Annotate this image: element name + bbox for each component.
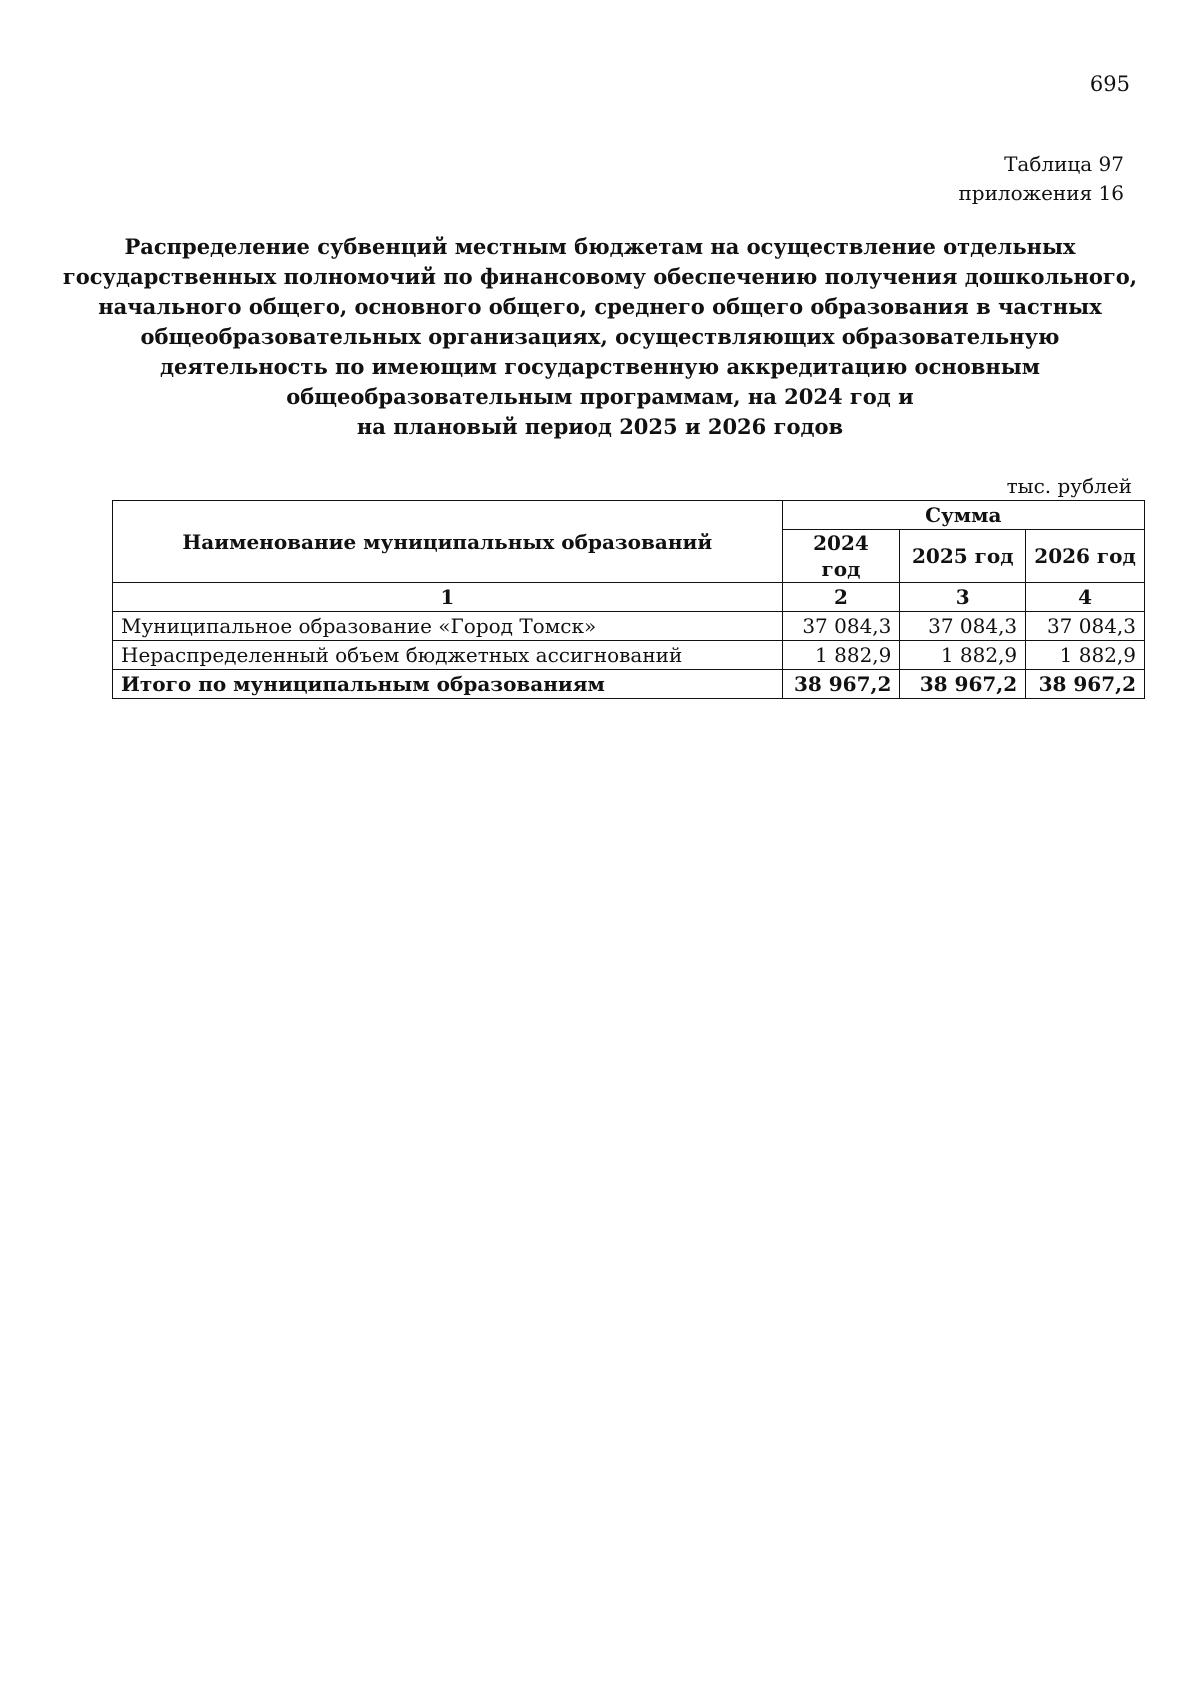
column-number: 3 — [900, 583, 1026, 612]
table-row — [113, 612, 1145, 641]
total-row — [113, 670, 1145, 699]
total-name: Итого по муниципальным образованиям — [113, 670, 783, 699]
column-number: 4 — [1026, 583, 1145, 612]
column-header-sum: Сумма — [782, 501, 1144, 530]
table-reference-line: приложения 16 — [958, 181, 1124, 205]
title-line: общеобразовательным программам, на 2024 год и — [286, 384, 914, 409]
title-line: на плановый период 2025 и 2026 годов — [356, 414, 844, 439]
document-title — [60, 232, 1140, 442]
row-name: Муниципальное образование «Город Томск» — [113, 612, 783, 641]
column-header-year: 2025 год — [900, 530, 1026, 583]
column-header-year: 2026 год — [1026, 530, 1145, 583]
total-value: 38 967,2 — [1026, 670, 1145, 699]
row-value: 37 084,3 — [782, 612, 900, 641]
table-reference-line: Таблица 97 — [1004, 152, 1124, 176]
table-row — [113, 641, 1145, 670]
title-line: Распределение субвенций местным бюджетам на осуществление отдельных — [124, 234, 1076, 259]
total-value: 38 967,2 — [782, 670, 900, 699]
row-value: 37 084,3 — [900, 612, 1026, 641]
title-line: общеобразовательных организациях, осуществляющих образовательную — [140, 324, 1060, 349]
column-number-row — [113, 583, 1145, 612]
row-value: 1 882,9 — [782, 641, 900, 670]
page-number: 695 — [1089, 72, 1130, 96]
table-header-row — [113, 501, 1145, 530]
row-value: 1 882,9 — [900, 641, 1026, 670]
row-value: 37 084,3 — [1026, 612, 1145, 641]
column-header-year: 2024 год — [782, 530, 900, 583]
total-value: 38 967,2 — [900, 670, 1026, 699]
title-line: деятельность по имеющим государственную аккредитацию основным — [159, 354, 1040, 379]
row-value: 1 882,9 — [1026, 641, 1145, 670]
column-number: 1 — [113, 583, 783, 612]
units-label: тыс. рублей — [1006, 474, 1132, 498]
column-header-name: Наименование муниципальных образований — [113, 501, 783, 583]
title-line: государственных полномочий по финансовому обеспечению получения дошкольного, — [62, 264, 1138, 289]
row-name: Нераспределенный объем бюджетных ассигнований — [113, 641, 783, 670]
table-reference — [958, 150, 1124, 208]
column-number: 2 — [782, 583, 900, 612]
title-line: начального общего, основного общего, среднего общего образования в частных — [98, 294, 1102, 319]
budget-table — [112, 500, 1145, 699]
